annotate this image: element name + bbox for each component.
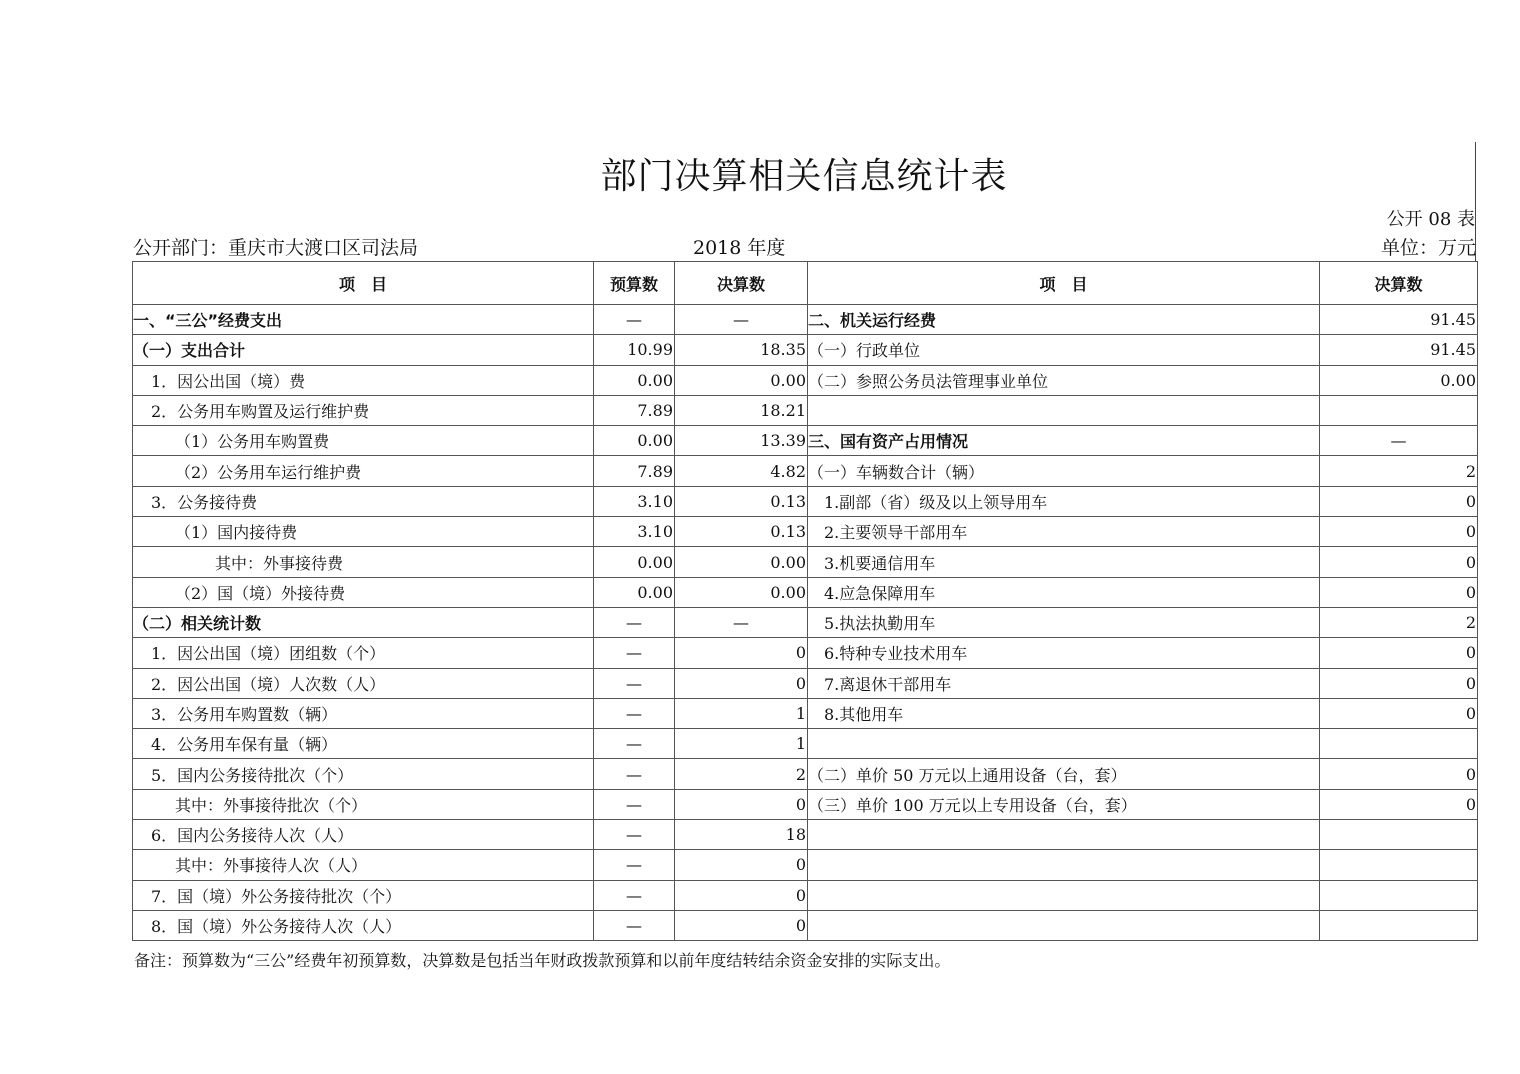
row-budget: — — [594, 850, 675, 880]
row-label-left: 8．国（境）外公务接待人次（人） — [133, 910, 594, 940]
row-final-left: 18.21 — [675, 395, 808, 425]
row-final-left: 4.82 — [675, 456, 808, 486]
row-budget: — — [594, 729, 675, 759]
row-label-left: 5．国内公务接待批次（个） — [133, 759, 594, 789]
table-row — [133, 759, 1478, 789]
table-row — [133, 850, 1478, 880]
row-label-right: 4.应急保障用车 — [808, 577, 1320, 607]
row-budget: 0.00 — [594, 365, 675, 395]
table-row — [133, 456, 1478, 486]
row-budget: — — [594, 759, 675, 789]
row-label-left: 4．公务用车保有量（辆） — [133, 729, 594, 759]
table-row — [133, 607, 1478, 637]
row-final-left: — — [675, 305, 808, 335]
row-label-right: （一）行政单位 — [808, 335, 1320, 365]
table-row — [133, 305, 1478, 335]
row-label-left: （2）公务用车运行维护费 — [133, 456, 594, 486]
row-budget: 7.89 — [594, 395, 675, 425]
row-label-left: （一）支出合计 — [133, 335, 594, 365]
row-budget: — — [594, 789, 675, 819]
row-label-left: 1．因公出国（境）团组数（个） — [133, 638, 594, 668]
row-budget: — — [594, 607, 675, 637]
meta-row — [133, 233, 1476, 259]
row-final-left: 18.35 — [675, 335, 808, 365]
header-final-right: 决算数 — [1320, 262, 1478, 305]
row-label-left: 其中：外事接待批次（个） — [133, 789, 594, 819]
row-value-right: 0 — [1320, 577, 1478, 607]
header-final-left: 决算数 — [675, 262, 808, 305]
table-row — [133, 426, 1478, 456]
row-value-right — [1320, 820, 1478, 850]
row-label-left: （2）国（境）外接待费 — [133, 577, 594, 607]
row-value-right: 91.45 — [1320, 305, 1478, 335]
row-label-right: （二）单价 50 万元以上通用设备（台，套） — [808, 759, 1320, 789]
row-label-right: （一）车辆数合计（辆） — [808, 456, 1320, 486]
table-row — [133, 365, 1478, 395]
row-budget: 7.89 — [594, 456, 675, 486]
table-row — [133, 335, 1478, 365]
row-value-right — [1320, 880, 1478, 910]
row-budget: 10.99 — [594, 335, 675, 365]
row-value-right: — — [1320, 426, 1478, 456]
table-row — [133, 486, 1478, 516]
row-label-right: 8.其他用车 — [808, 698, 1320, 728]
row-label-right: （三）单价 100 万元以上专用设备（台，套） — [808, 789, 1320, 819]
row-final-left: 2 — [675, 759, 808, 789]
row-budget: 3.10 — [594, 486, 675, 516]
table-row — [133, 729, 1478, 759]
row-value-right: 0.00 — [1320, 365, 1478, 395]
row-label-right: 2.主要领导干部用车 — [808, 517, 1320, 547]
footnote: 备注：预算数为“三公”经费年初预算数，决算数是包括当年财政拨款预算和以前年度结转结余资金安排的实际支出。 — [134, 951, 951, 970]
row-label-left: 6．国内公务接待人次（人） — [133, 820, 594, 850]
row-label-right: 7.离退休干部用车 — [808, 668, 1320, 698]
row-final-left: 0 — [675, 638, 808, 668]
row-label-right — [808, 729, 1320, 759]
row-value-right: 0 — [1320, 668, 1478, 698]
row-label-left: 一、“三公”经费支出 — [133, 305, 594, 335]
table-row — [133, 698, 1478, 728]
row-budget: — — [594, 880, 675, 910]
row-value-right: 0 — [1320, 547, 1478, 577]
row-budget: 0.00 — [594, 577, 675, 607]
row-value-right: 2 — [1320, 607, 1478, 637]
year-label: 2018 年度 — [693, 237, 786, 259]
row-label-right — [808, 820, 1320, 850]
row-value-right — [1320, 910, 1478, 940]
row-value-right: 0 — [1320, 698, 1478, 728]
row-budget: — — [594, 698, 675, 728]
row-label-right: 6.特种专业技术用车 — [808, 638, 1320, 668]
row-final-left: 0 — [675, 880, 808, 910]
row-budget: — — [594, 910, 675, 940]
row-label-left: 3．公务接待费 — [133, 486, 594, 516]
row-final-left: 0.13 — [675, 486, 808, 516]
row-final-left: 1 — [675, 698, 808, 728]
row-value-right: 0 — [1320, 789, 1478, 819]
department-label: 公开部门：重庆市大渡口区司法局 — [133, 237, 419, 259]
row-label-right — [808, 850, 1320, 880]
row-label-left: 7．国（境）外公务接待批次（个） — [133, 880, 594, 910]
row-budget: — — [594, 638, 675, 668]
row-label-right: （二）参照公务员法管理事业单位 — [808, 365, 1320, 395]
row-final-left: 0 — [675, 850, 808, 880]
row-label-left: 其中：外事接待人次（人） — [133, 850, 594, 880]
table-header-row — [133, 262, 1478, 305]
row-budget: 3.10 — [594, 517, 675, 547]
row-label-left: 2．因公出国（境）人次数（人） — [133, 668, 594, 698]
table-row — [133, 517, 1478, 547]
header-item-left: 项 目 — [133, 262, 594, 305]
table-row — [133, 668, 1478, 698]
table-row — [133, 638, 1478, 668]
row-label-left: 其中：外事接待费 — [133, 547, 594, 577]
row-budget: — — [594, 668, 675, 698]
row-final-left: 0.00 — [675, 547, 808, 577]
header-budget: 预算数 — [594, 262, 675, 305]
table-row — [133, 789, 1478, 819]
row-value-right — [1320, 729, 1478, 759]
row-value-right — [1320, 395, 1478, 425]
row-label-right: 3.机要通信用车 — [808, 547, 1320, 577]
row-label-left: 2．公务用车购置及运行维护费 — [133, 395, 594, 425]
row-final-left: 0 — [675, 668, 808, 698]
row-label-left: （1）国内接待费 — [133, 517, 594, 547]
row-value-right: 0 — [1320, 486, 1478, 516]
row-final-left: 0.13 — [675, 517, 808, 547]
row-budget: — — [594, 820, 675, 850]
row-final-left: 0.00 — [675, 577, 808, 607]
row-final-left: 0 — [675, 910, 808, 940]
row-value-right: 2 — [1320, 456, 1478, 486]
table-row — [133, 820, 1478, 850]
table-row — [133, 395, 1478, 425]
row-label-right: 1.副部（省）级及以上领导用车 — [808, 486, 1320, 516]
row-label-left: 1．因公出国（境）费 — [133, 365, 594, 395]
row-value-right: 0 — [1320, 638, 1478, 668]
row-label-right: 5.执法执勤用车 — [808, 607, 1320, 637]
row-value-right — [1320, 850, 1478, 880]
statistics-table — [132, 261, 1478, 941]
row-final-left: 0.00 — [675, 365, 808, 395]
table-row — [133, 910, 1478, 940]
row-value-right: 0 — [1320, 517, 1478, 547]
table-row — [133, 880, 1478, 910]
table-row — [133, 577, 1478, 607]
row-label-left: （二）相关统计数 — [133, 607, 594, 637]
row-value-right: 0 — [1320, 759, 1478, 789]
row-budget: — — [594, 305, 675, 335]
row-label-right — [808, 880, 1320, 910]
row-final-left: 18 — [675, 820, 808, 850]
row-final-left: 0 — [675, 789, 808, 819]
row-label-right: 三、国有资产占用情况 — [808, 426, 1320, 456]
row-budget: 0.00 — [594, 426, 675, 456]
row-final-left: 1 — [675, 729, 808, 759]
unit-label: 单位：万元 — [1380, 237, 1476, 259]
row-label-left: 3．公务用车购置数（辆） — [133, 698, 594, 728]
row-label-right: 二、机关运行经费 — [808, 305, 1320, 335]
row-label-left: （1）公务用车购置费 — [133, 426, 594, 456]
row-label-right — [808, 395, 1320, 425]
row-final-left: 13.39 — [675, 426, 808, 456]
row-value-right: 91.45 — [1320, 335, 1478, 365]
row-final-left: — — [675, 607, 808, 637]
row-budget: 0.00 — [594, 547, 675, 577]
header-item-right: 项 目 — [808, 262, 1320, 305]
table-row — [133, 547, 1478, 577]
page-title: 部门决算相关信息统计表 — [600, 156, 1008, 197]
table-code: 公开 08 表 — [1386, 209, 1475, 230]
row-label-right — [808, 910, 1320, 940]
